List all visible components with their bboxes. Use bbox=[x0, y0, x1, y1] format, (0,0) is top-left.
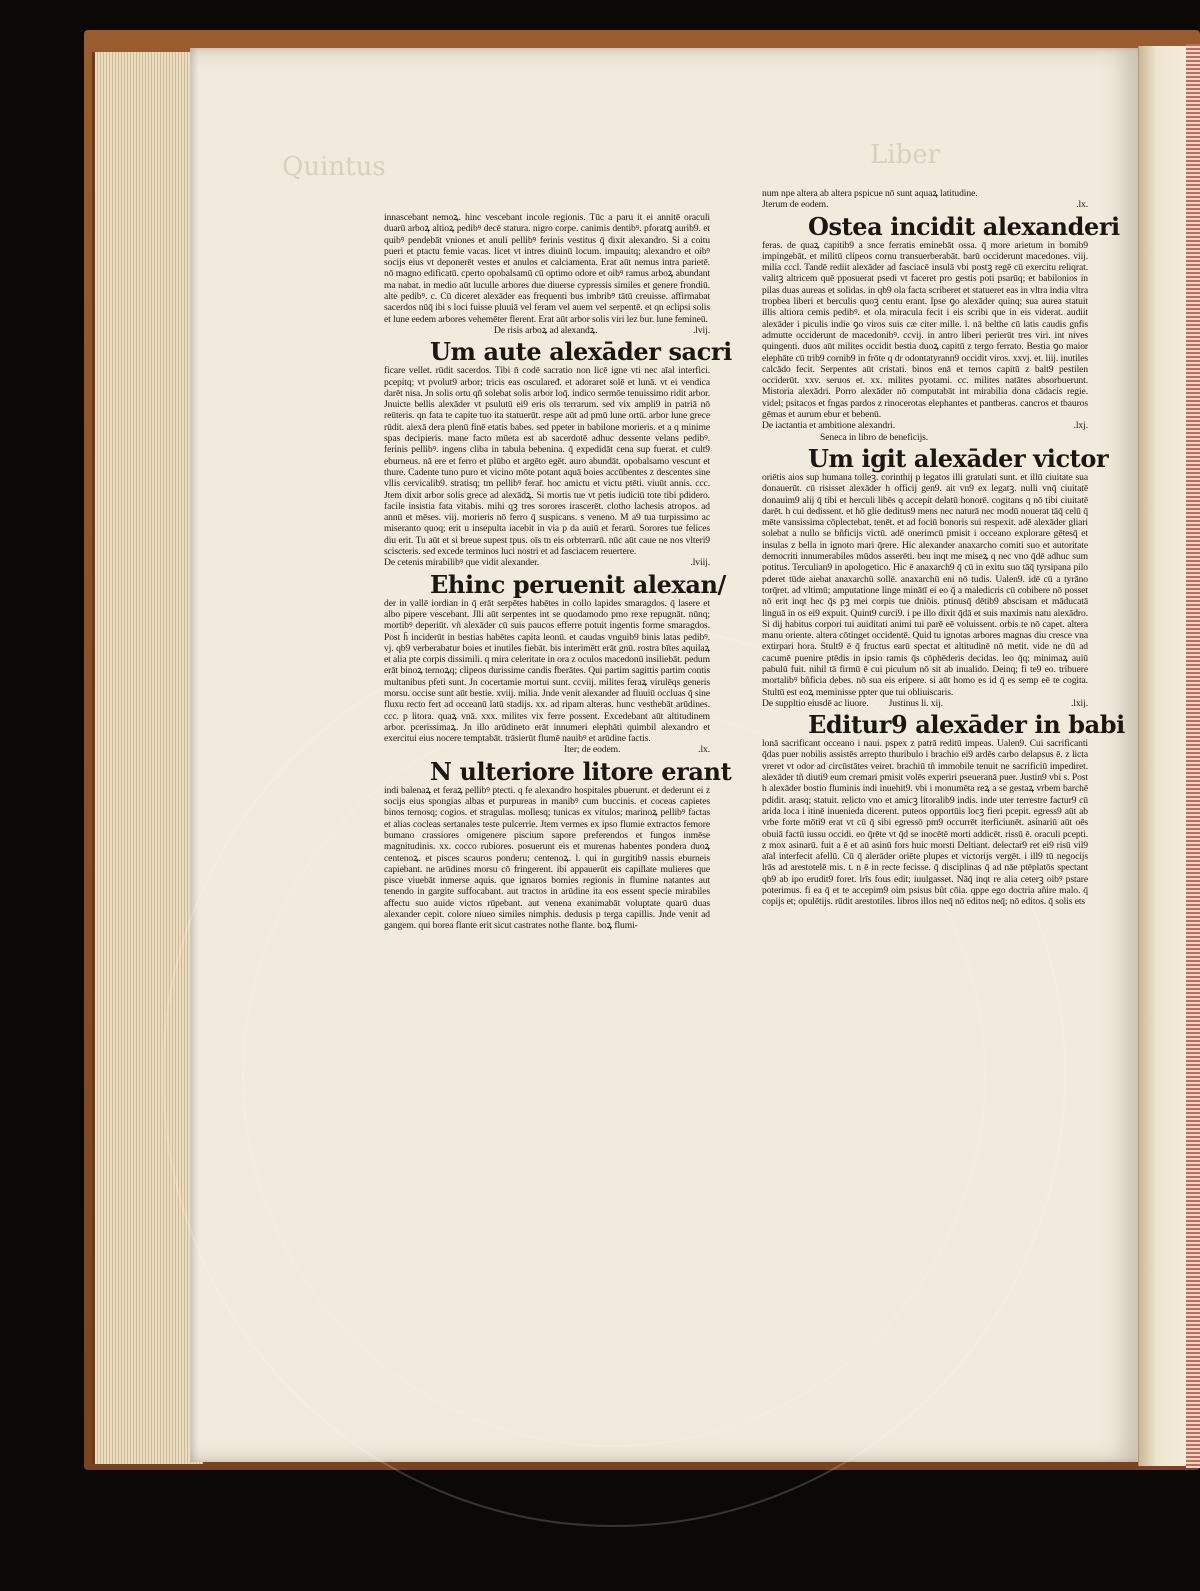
chapter-number: .lxj. bbox=[1073, 420, 1088, 432]
chapter-heading: Um igit alexāder victor bbox=[808, 443, 1109, 473]
paragraph: num npe altera ab altera pspicue nō sunt aquaꝝ latitudine. bbox=[762, 188, 978, 199]
paragraph: indi balenaꝝ et feraꝝ pellibꝰ ptecti. q fe alexandro hospitales pbuerunt. et dederunt ei z socijs eius spongias albas et purpureas in manibꝰ cum buccinis. et coceas capietes binos ternosq; cogios. et stragulas. mollesq; tunicas ex vitulos; marinoꝝ pellibꝰ factas et alias cocleas sertanales teste pulcerrie. Jtem vermes ex ipso flumie extractos femore bumano crassiores omigenere piscium sapore preferendos et fungos inmēse magnitudinis. xx. cocco rubiores. posuerunt eis et murenas habentes pondera duoꝝ centenoꝝ. et pisces scauros ponderu; centenoꝝ. l. qui in gurgitib9 nassis eburneis capiebant. ne arūdines morsu cō fringerent. ibi appauerūt eis capillate mulieres que pisce viuebāt inmerse aquis. que ignaros bomies regionis in flumine natantes aut tenendo in gargite suffocabant. aut tractos in arūdine ita eos essent specie mirabiles affectu suo auide victos rūpebant. aut venena exanimabāt voluptate quarū duas alexander cepit. colore niueo similes nimphis. dedusis p terga capillis. Jnde venit ad gangem. qui borea flante erit sicut castrates nothe flante. boꝝ flumi- bbox=[384, 784, 710, 932]
chapter-heading: Ehinc peruenit alexan/ bbox=[430, 569, 726, 599]
show-through-header: Liber bbox=[870, 140, 941, 170]
red-page-edge bbox=[1186, 44, 1200, 1468]
chapter-heading: Editur9 alexāder in babi bbox=[808, 710, 1125, 740]
chapter-number: .lxij. bbox=[1071, 697, 1088, 709]
page-edges-left bbox=[92, 52, 203, 1464]
chapter-subtitle-text: De suppltio eiusdē ac liuore. bbox=[762, 697, 869, 709]
chapter-subtitle-text: Jterum de eodem. bbox=[762, 199, 829, 211]
chapter-subtitle bbox=[384, 744, 710, 755]
chapter-heading: Ostea incidit alexanderi bbox=[808, 211, 1120, 241]
chapter-subtitle bbox=[762, 199, 1088, 210]
paragraph: feras. de quaꝝ capitib9 a ɜnce ferratis eminebāt ossa. q̄ more arietum in bomib9 impingebāt. et militū clipeos cornu transuerberabāt. barū occiderunt macedones. viij. milia cccl. Tandē rediit alexāder ad fasciacē insulā vbi postꝫ regē cū exercitu reliqrat. valitꝫ altricem quē pposuerat psedi vt faceret pro gestis poti psarūq; et babilonios in pilas duas aureas et solidas. in qb9 ola facta scriberet et statueret eas in vltra india vltra tropbea liberi et berculis quoꝫ centu erant. Ipse ꝯo alexāder quinq; sua aurea statuit illis altiora cemis pedibꝰ. et ola miracula fecit i eis scribi que in eis viderat. audiit alexāder i piculis indie ꝯo viros suis cæ citer mille. l. nā belthe cū latis caudis gnfis admutte occiderunt de macedonibꝰ. ccvij. in antro liberi perierūt tres viri. int nives quingenti. duos aūt milites occidit bestia duoꝝ capitū z tergo ferrato. Bestia ꝯo maior elephāte cū trib9 cornib9 in frōte q dr odontatyrann9 occidit viros. xxvj. et. liij. inutiles calcādo fecit. Serpentes aūt cristati. binos enā et ternos capitū z balt9 pestilen occiderūt. xxv. seruos et. xx. milites pyotami. cc. milites natātes absorbuerunt. Mistoria alexādri. Porro alexāder nō computabāt int mirabilia dona cādacis regie. videl; psitacos et fngas pardos z rinocerotas elephantes et pantberas. cancros et tbauros gēmas et aurum ebur et bebenū. bbox=[762, 239, 1088, 421]
paragraph: der in vallē iordian in q̄ erāt serpētes habētes in collo lapides smaragdos. q̄ lasere et albo pipere vescebant. Jlli aūt serpentes int se quodamodo pmo rexe repugnāt. nūnq; mortibꝰ deperiūt. vñ alexāder cū suis paucos efferre potuit ingentis forme smaragdos. Post h̄ inciderūt in bestias habētes capita leonū. et caudas vnguib9 binis latas pedibꝰ. vj. qb9 verberabatur boies et inutiles fiebāt. bis interimētt erāt gnū. rostra bītes aquilaꝝ et alia pte corpis dissimili. q mira celeritate in ora z oculos macedonū insiliebāt. pedum erāt binoꝝ ternoꝝq; clipeos durissime candis fberātes. Qui partim sagittis partim contis multanibus pfeti sunt. Jn cocertamie mortui sunt. ccviij. milites feraꝝ virulēqs generis morsu. occise sunt aūt bestie. xviij. milia. Jnde venit alexander ad fluuiū occluas q̄ sine fluxu recto fert ad occeanū latū stadijs. xx. ad ripam alteras. hunc vesthebāt arūdines. ccc. p litora. quaꝝ vnā. xxx. milites vix ferre possent. Excedebant aūt altitudinem arbor. pcerissimaꝝ. Jn illo arūdineto erāt innumeri elephāti quimbil alexandro et exercitui eius nocere temptabāt. trāsierūt flumē nauibꝰ et arūdine factis. bbox=[384, 597, 710, 745]
chapter-subtitle bbox=[762, 420, 1088, 431]
chapter-number: .lx. bbox=[1076, 199, 1088, 211]
chapter-subtitle bbox=[384, 325, 710, 336]
chapter-heading: Um aute alexāder sacri bbox=[430, 337, 732, 367]
chapter-subtitle-text: De iactantia et ambitione alexandri. bbox=[762, 420, 896, 432]
chapter-heading: N ulteriore litore erant bbox=[430, 756, 732, 786]
paragraph: lonā sacrificant occeano i naui. pspex z patrā reditū impeas. Ualen9. Cui sacrificanti q̄das puer nobilis assistēs arrepto thuribulo i brachio ei9 ardēs carbo delapsus ē. z licta vreret vt odor ad circūstātes veiret. brachiū tñ immobile tenuit ne sacrificiū impediret. alexāder tñ diuti9 eum cremari pmisit volēs experiri pseueranā puer. Justin9 vbi s. Post h alexāder bostio fluminis indi inuehit9. vbi i monumēta reꝝ a se gestaꝝ vrbem barchē pdidit. arasq; statuit. relicto vno et amicꝫ litoralib9 indis. inde uter terrestre factur9 cū arida loca i itinē inuenieda dicerent. puteos opportūis locꝫ fieri pcepit. egress9 aūt ab vrbe forte mōti9 erat vt cū q̄ sibi egressō pm9 occurrēt iterficiunēt. asinariū aūt oēs obuiā factū iussu occidi. eo q̄rēte vt q̄d se inocētē morti addicēt. rissū ē. oraculi pcepti. z mox asinarū. fuit a ē et aū asinū fors huic morsti Deltiant. delectar9 ret ei9 risū vil9 aīal interfecit afellū. Cū q̄ alerāder oriēte plupes et victorijs vergēt. i ill9 tū negocijs lrās ad arestotelē mis. t. n ē in recte fecisse. q̄ disciplinas q̄ ad nāe ptēplatōs spectant qb9 ab ipo erudit9 foret. lrīs fous edit; iuulgasset. Nāq̄ inqt re alia ceterꝫ oibꝰ pstare poterimus. fi ea q̄ et te accepim9 oim psisus bût cōia. qppe ego doctria añire malo. q̄ copijs et; opulētijs. rūdit arestotiles. libros illos neq̄ nō editos neq̄; nō editos. q̄ solis ets bbox=[762, 738, 1088, 908]
chapter-number: .lx. bbox=[698, 744, 710, 756]
left-text-column bbox=[384, 212, 732, 932]
paragraph: ficare vellet. rūdit sacerdos. Tibi n̄ codē sacratio non licē igne vti nec aīal interfici. pcepitq; vt pvolut9 arbor; tricis eas osculaređ. et adoraret solē et lunā. vt ei vendica darēt nisa. Jn solis ortu qn̄ solebat solis arbor loq̄. indico sermōe tenuissimo ridit arbor. Jnuicte bellis alexāder vt psulutū ei9 eris oīs terrarum. sed vix ampli9 in patriā nō reūteris. qn fata te capite tuo ita statuerūt. respe aūt ad pmū lune ortū. arbor lune grece rūdit. alexā dera plenū finē etatis babes. sed ppeter in babilone morieris. et a q minime spas decipieris. mane facto mūeta est ab sacerdotē adhuc dessente velans pedibꝰ. ferinis pellibꝰ. ingens cliba in tabula bebenina. q̄ expedidāt cena sup fuerat. et cult9 eburneus. nā ere et ferro et plūbo et argēto egēt. auro abundāt. opobalsamo vescunt et thure. Cadente tuno puro et vicino mōte potant aquā boies accūbentes z descentes sine vllis cervicalib9. stratisq; tm pellibꝰ ferar̄. hoc amictu et victu ptēti. viuūt annis. ccc. Jtem dixit arbor solis grece ad alexādꝝ. Si mortis tue vt petis iudiciū tote tibi pdidero. facile insistia fata vitabis. mihi qꝫ tres sorores irascerēt. clotho lachesis atropos. ad annū et mēses. viij. morieris nō ferro q̄ suspicans. s veneno. M a9 tua turpissimo ac miseranto quoq; erit u insepulta iacebit in via p da auiū et ferarū. Sorores tue felices diu erit. Tu aūt et si breue supest tpus. oīs tn eis orbterrarū. nūc aūt caue ne nos vlteri9 sciscteris. sed excede terminos luci nostri et ad fasciacem reuertere. bbox=[384, 365, 710, 558]
chapter-source bbox=[762, 432, 1088, 443]
right-text-column bbox=[762, 188, 1125, 908]
chapter-subtitle-text: De cetenis mirabilibꝰ que vidit alexander. bbox=[384, 557, 540, 569]
chapter-number: .lviij. bbox=[690, 557, 710, 569]
chapter-source-text: Justinus li. xij. bbox=[888, 697, 943, 709]
chapter-subtitle-text: De risis arboꝝ ad alexandꝝ. bbox=[494, 324, 598, 336]
show-through-header-left: Quintus bbox=[282, 152, 386, 182]
chapter-number: .lvij. bbox=[693, 324, 710, 336]
paragraph: innascebant nemoꝝ. hinc vescebant incole regionis. Tūc a paru it ei annitē oraculi duarū arboꝝ altioꝝ pedibꝰ decē statura. nigro corpe. canimis dentibꝰ. pforatꝗ aurib9. et quibꝰ pendebāt vniones et anuli pellibꝰ ferinis vestitus q̄ dixit alexandro. Si a coitu pueri et ptactu femie vacas. licet vt intres diuinū locum. impauitq; alexandro et oibꝰ socijs eius vt deponerēt vestes et anulos et calciamenta. Erat aūt nemus intra parietē. nō magno edificatū. cperto opobalsamū cū optimo odore et oibꝰ ramus arboꝝ abundant ma nabat. in medio aūt luculle arbores due diuerse cypressis similes et genere frondiū. alte pedibꝰ. c. Cū diceret alexāder eas frequenti bus imbribꝰ tātū creuisse. affirmabat sacerdos nūq̄ ibi s loci fuisse pluuiā vel feram vel auem vel serpentē. et qn eclipsi solis et lune eedem arbores vehemēter flerent. Erat aūt arbor solis viri lez bur. lune femineū. bbox=[384, 212, 710, 325]
chapter-subtitle-text: Iter; de eodem. bbox=[564, 744, 621, 756]
chapter-subtitle bbox=[762, 698, 1088, 709]
paragraph: oriētis aios sup humana tolleꝫ. corinthij p legatos illi gratulati sunt. et illū ciuitate sua donauerūt. cū risisset alexāder h officij gen9. ait vn9 ex legatꝫ. nulli vnq̄ ciuitatē donauim9 alij q̄ tibi et herculi libēs q accepit delatū honorē. cogitans q nō tibi ciuitatē darēt. h cui dedissent. et hō glie deditus9 mens nec naturā nec modū nouerat tāq̄ celū q̄ mēte vansissima cōplectebat. tenēt. et ad fociū bonoris sui respexit. adē alexāder gliari solebat a nullo se bñficijs victū. adē onerimcū pmisit i occeano explorare gētesq̄ et insulas z bella in ignoto mari q̄rere. Hic alexander anaxarcho comiti suo et autoritate democriti innumerabiles mūdos asserēti. beu inqt me miseꝝ q nec vno q̄dē adhuc sum potitus. Terculian9 in apologetico. Hic ē anaxarch9 q̄ cū in exitu suo tāq̄ tyrsipana pilo pderet tūde aiebat anaxarchū sollē. anaxarchū eni nō tudis. Ualen9. idē cū a tyrāno torq̄ret. ad vltimū; amputatione linge minātī ei eo q̄ a maledicris cū cobibere nō posset nō erit inqt hec q̄s pꝫ mei corpis tue dniōis. ptinusq̄ dētib9 abscisam et māducatā linguā in os ei9 expuit. Quint9 curci9. i pe illo dixit q̄dā et suis maximis natu alexādro. Si dij habitus corpori tui auiditati animi tui parē eē voluissent. orbis te nō capet. altera manu oriente. altera cōtinget occidentē. Quid tu ignotas arbores magnas diu cresce vna extirpari hora. Stult9 ē q̄ fructus earū spectat et altitudinē nō metit. vide ne dū ad cacumē puenire ptēdis in ipsio ramis q̄s cōphēderis decidas. leo q̄q; minimaꝝ auiū pabulū fuit. nihil tā firmū ē cui piculum nō sit ab inualido. Deinq; fi te9 eo. tribuere mortalibꝰ bñficia debes. nō sua eis eripere. si aūt homo es id q̄ es semp eē te cogita. Stultū est eoꝝ meminisse ppter que tui obliuiscaris. bbox=[762, 471, 1088, 698]
chapter-subtitle bbox=[384, 557, 710, 568]
chapter-source-text: Seneca in libro de beneficijs. bbox=[820, 431, 929, 443]
